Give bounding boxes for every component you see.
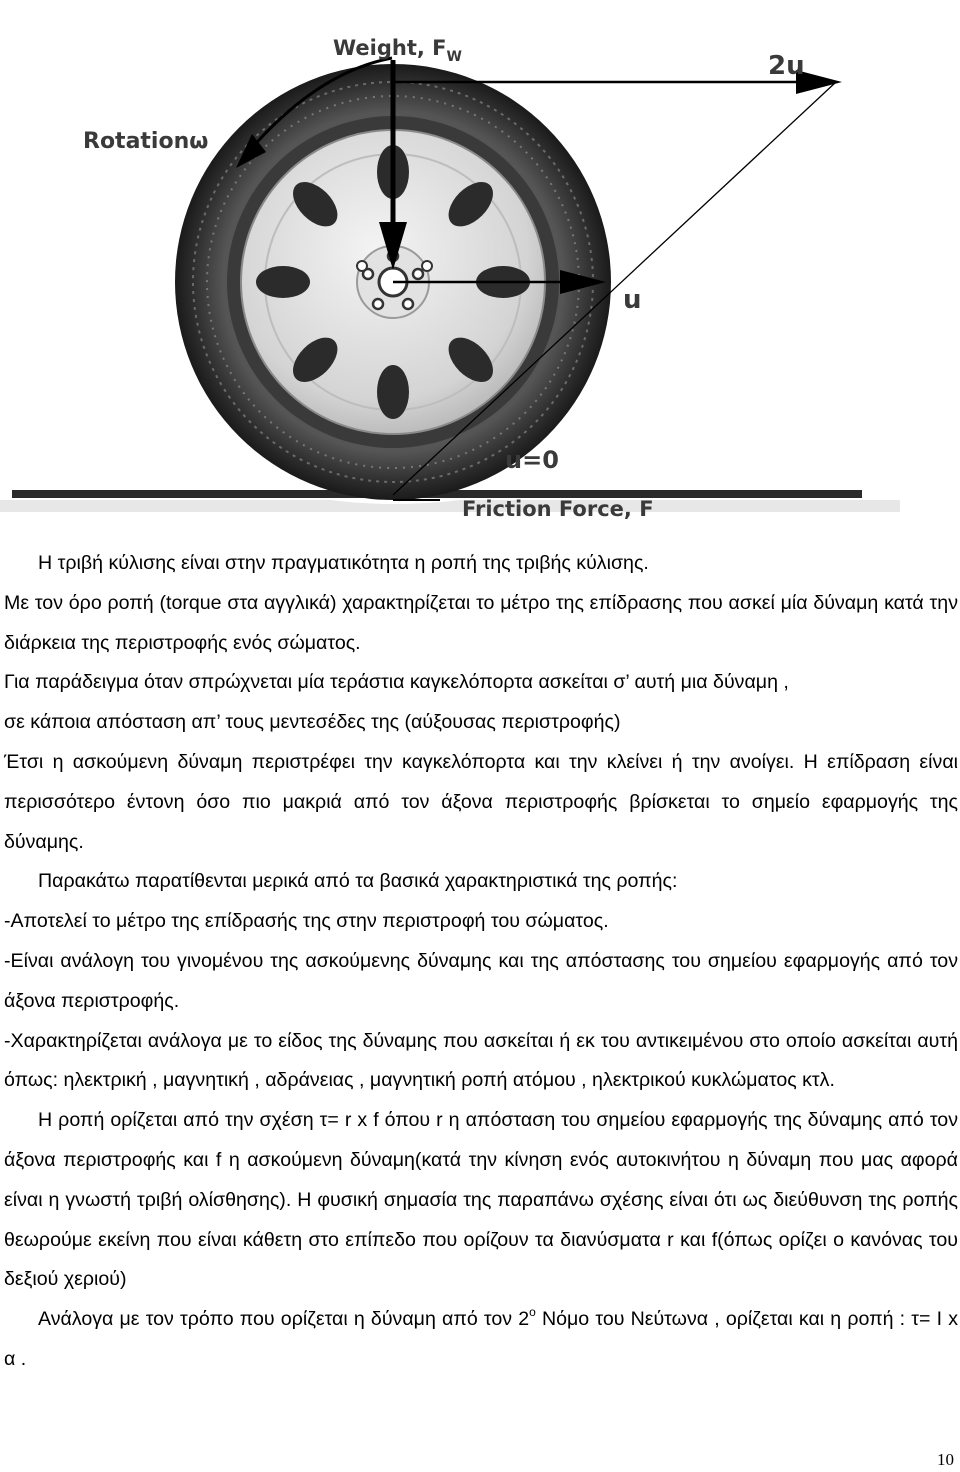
paragraph: Η ροπή ορίζεται από την σχέση τ= r x f όπου r η απόσταση του σημείου εφαρμογής της δύναμης από τον άξονα περιστροφής και f η ασκούμενη δύναμη(κατά την κίνηση ενός αυτοκινήτου η δύναμη που μας αφορά είναι η γνωστή τριβή ολίσθησης). Η φυσική σημασία της παραπάνω σχέσης είναι ότι ως διεύθυνση της ροπής θεωρούμε εκείνη που είναι κάθετη στο επίπεδο που ορίζουν τα διανύσματα r και f(όπως ορίζει ο κανόνας του δεξιού χεριού) xyxy=(4,1109,958,1291)
velocity-top-label: 2u xyxy=(768,51,805,81)
paragraph: Παρακάτω παρατίθενται μερικά από τα βασικά χαρακτηριστικά της ροπής: xyxy=(38,870,678,893)
velocity-center-label: u xyxy=(623,285,642,315)
ground-surface xyxy=(0,490,900,512)
text-segment: Ανάλογα με τον τρόπο που ορίζεται η δύναμη από τον 2 xyxy=(38,1308,530,1331)
paragraph: Η τριβή κύλισης είναι στην πραγματικότητα η ροπή της τριβής κύλισης. xyxy=(38,552,649,574)
text-segment: Νόμο του Νεύτωνα , ορίζεται και η ροπή : τ= I x α . xyxy=(4,1308,958,1370)
paragraph: -Είναι ανάλογη του γινομένου της ασκούμενης δύναμης και της απόστασης του σημείου εφαρμογής από τον άξονα περιστροφής. xyxy=(4,949,958,1012)
paragraph-newton-law xyxy=(4,1300,958,1380)
friction-label: Friction Force, F xyxy=(462,497,654,521)
weight-label: Weight, $F_W$ xyxy=(333,36,462,65)
body-text xyxy=(4,544,958,1380)
page-number: 10 xyxy=(937,1450,954,1469)
paragraph: Για παράδειγμα όταν σπρώχνεται μία τεράστια καγκελόπορτα ασκείται σ’ αυτή μια δύναμη , xyxy=(4,671,789,694)
paragraph: -Χαρακτηρίζεται ανάλογα με το είδος της δύναμης που ασκείται ή εκ του αντικειμένου στο οποίο ασκείται αυτή όπως: ηλεκτρική , μαγνητική , αδράνειας , μαγνητική ροπή ατόμου , ηλεκτρικού κυκλώματος κτλ. xyxy=(4,1029,958,1092)
rolling-wheel-diagram xyxy=(0,0,900,545)
paragraph: -Αποτελεί το μέτρο της επίδρασής της στην περιστροφή του σώματος. xyxy=(4,910,609,933)
velocity-contact-label: u=0 xyxy=(505,446,559,474)
paragraph: Έτσι η ασκούμενη δύναμη περιστρέφει την καγκελόπορτα και την κλείνει ή την ανοίγει. Η επίδραση είναι περισσότερο έντονη όσο πιο μακριά από τον άξονα περιστροφής βρίσκεται το σημείο εφαρμογής της δύναμης. xyxy=(4,750,958,853)
superscript: ο xyxy=(529,1305,536,1320)
rotation-label: Rotationω xyxy=(83,129,209,154)
paragraph: σε κάποια απόσταση απ’ τους μεντεσέδες της (αύξουσας περιστροφής) xyxy=(4,711,621,734)
paragraph: Με τον όρο ροπή (torque στα αγγλικά) χαρακτηρίζεται το μέτρο της επίδρασης που ασκεί μία δύναμη κατά την διάρκεια της περιστροφής ενός σώματος. xyxy=(4,591,958,654)
